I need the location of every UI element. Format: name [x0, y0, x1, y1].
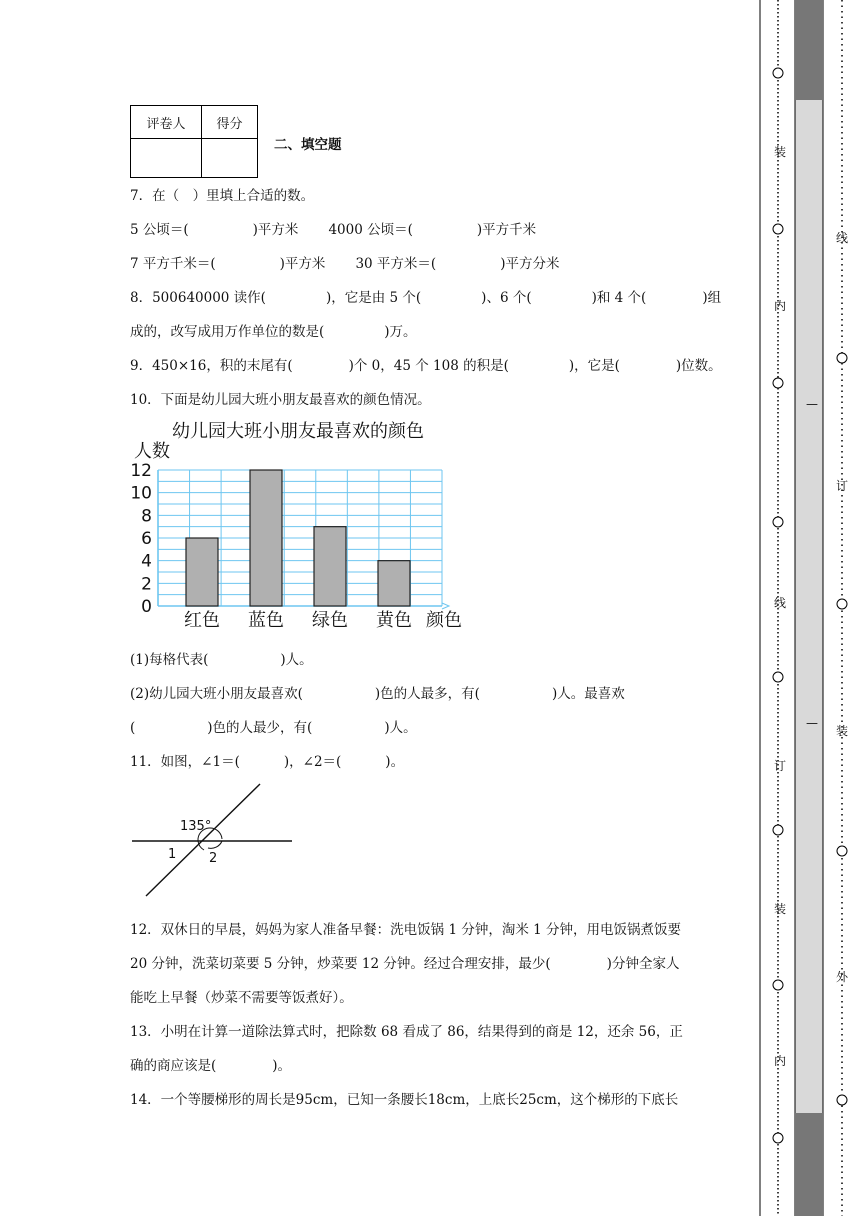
q10-text: )人。: [384, 720, 417, 736]
q8-text: )、6 个(: [481, 290, 532, 306]
q10-text: (2)幼儿园大班小朋友最喜欢(: [130, 686, 303, 702]
binding-circle: [773, 517, 783, 527]
q14-line1: 14．一个等腰梯形的周长是95cm，已知一条腰长18cm，上底长25cm，这个梯形的下底长: [130, 1092, 679, 1108]
q7-text: )平方千米: [476, 222, 537, 238]
q7-stem: 7．在（ ）里填上合适的数。: [130, 188, 315, 204]
q10-part2: [130, 682, 625, 702]
y-tick-label: 0: [141, 597, 152, 617]
q10-text: )人。最喜欢: [551, 686, 625, 702]
q10-text: )色的人最少，有(: [207, 720, 313, 736]
binding-inner-char-5: 装: [774, 902, 787, 916]
binding-outer-char-2: 订: [836, 479, 849, 493]
q8-text: 成的，改写成用万作单位的数是(: [130, 324, 325, 340]
q12-line1: 12．双休日的早晨，妈妈为家人准备早餐：洗电饭锅 1 分钟，淘米 1 分钟，用电饭锅煮饭要: [130, 922, 682, 938]
x-tick-label: 红色: [184, 610, 220, 631]
chart-y-axis-label: 人数: [134, 441, 170, 462]
binding-inner-char-6: 内: [774, 1054, 787, 1068]
q12-text: 20 分钟，洗菜切菜要 5 分钟，炒菜要 12 分钟。经过合理安排，最少(: [130, 956, 551, 972]
binding-circle: [773, 378, 783, 388]
q7-text: 4000 公顷＝(: [328, 222, 413, 238]
y-tick-label: 4: [141, 551, 152, 572]
score-table-cell-reviewer: [131, 139, 202, 178]
angle-label-135: 135°: [180, 819, 212, 834]
binding-inner-char-1: 装: [774, 145, 787, 159]
y-tick-label: 12: [130, 461, 152, 481]
chart-x-axis-label: 颜色: [426, 610, 462, 631]
q7-text: 7 平方千米＝(: [130, 256, 216, 272]
q7-text: 5 公顷＝(: [130, 222, 189, 238]
q7-line1: [130, 218, 536, 238]
oblique-line: [146, 784, 260, 896]
q7-text: )平方分米: [500, 256, 560, 272]
q8-line1: [130, 286, 721, 306]
angle-arc-2: [208, 841, 222, 848]
q9-text: )位数。: [675, 358, 722, 374]
q8-line2: [130, 320, 417, 340]
q7-text: 30 平方米＝(: [355, 256, 437, 272]
binding-circle: [773, 672, 783, 682]
q11-text: 11．如图，∠1＝(: [130, 754, 240, 770]
y-tick-label: 8: [141, 506, 152, 527]
q12-text: )分钟全家人: [606, 956, 680, 972]
q9-line: [130, 354, 722, 374]
q11-line: [130, 750, 404, 770]
binding-inner-char-4: 订: [774, 759, 787, 773]
binding-circle: [837, 1095, 847, 1105]
q10-text: (: [130, 720, 136, 736]
binding-circle: [773, 224, 783, 234]
binding-circle: [837, 846, 847, 856]
bar-chart: [128, 415, 473, 635]
binding-dash-2: —: [806, 716, 818, 730]
q13-line1: 13．小明在计算一道除法算式时，把除数 68 看成了 86，结果得到的商是 12，还余 56，正: [130, 1024, 683, 1040]
q7-line2: [130, 252, 559, 272]
binding-dash-1: —: [806, 397, 818, 411]
x-axis-arrow: [442, 603, 449, 609]
q9-text: 9．450×16，积的末尾有(: [130, 358, 293, 374]
bar-2: [250, 470, 282, 606]
x-tick-label: 黄色: [376, 610, 412, 631]
y-tick-label: 2: [141, 574, 152, 595]
angle-label-2: 2: [209, 851, 218, 866]
bar-1: [186, 538, 218, 606]
q10-stem: 10．下面是幼儿园大班小朋友最喜欢的颜色情况。: [130, 392, 431, 408]
binding-circle: [837, 599, 847, 609]
q11-text: )。: [385, 754, 405, 770]
score-table: [130, 105, 258, 178]
q8-text: )组: [702, 290, 722, 306]
binding-outer-char-3: 装: [836, 724, 849, 738]
angle-label-1: 1: [168, 847, 177, 862]
q9-text: )个 0，45 个 108 的积是(: [348, 358, 509, 374]
chart-y-ticks: [130, 461, 152, 617]
q8-text: )和 4 个(: [591, 290, 647, 306]
q8-text: )，它是由 5 个(: [325, 290, 422, 306]
binding-margin: [750, 0, 860, 1216]
q9-text: )，它是(: [568, 358, 620, 374]
score-table-cell-score: [202, 139, 258, 178]
bar-4: [378, 561, 410, 606]
q10-text: (1)每格代表(: [130, 652, 209, 668]
q10-part3: [130, 716, 417, 736]
q7-text: )平方米: [252, 222, 299, 238]
section-title: 二、填空题: [274, 137, 342, 153]
binding-inner-char-2: 内: [774, 299, 787, 313]
chart-title: 幼儿园大班小朋友最喜欢的颜色: [172, 421, 424, 442]
bar-3: [314, 527, 346, 606]
y-tick-label: 6: [141, 529, 152, 549]
binding-circle: [773, 980, 783, 990]
score-table-header-reviewer: 评卷人: [131, 106, 202, 139]
q13-text: )。: [272, 1058, 292, 1074]
q10-text: )色的人最多，有(: [374, 686, 480, 702]
binding-circle: [773, 825, 783, 835]
binding-inner-char-3: 线: [774, 596, 787, 610]
y-tick-label: 10: [130, 483, 152, 504]
q10-text: )人。: [280, 652, 313, 668]
binding-circle: [773, 68, 783, 78]
q12-line2: [130, 952, 679, 972]
binding-circle: [773, 1133, 783, 1143]
angle-figure: [128, 780, 298, 900]
x-tick-label: 绿色: [312, 610, 348, 631]
q13-text: 确的商应该是(: [130, 1058, 217, 1074]
q8-text: )万。: [384, 324, 417, 340]
binding-outer-char-4: 外: [836, 970, 849, 984]
chart-x-ticks: [184, 610, 412, 631]
q8-text: 8．500640000 读作(: [130, 290, 266, 306]
binding-circle: [837, 353, 847, 363]
binding-outer-char-1: 线: [836, 231, 849, 245]
q11-text: )，∠2＝(: [283, 754, 342, 770]
q13-line2: [130, 1054, 291, 1074]
q12-line3: 能吃上早餐（炒菜不需要等饭煮好）。: [130, 990, 353, 1006]
x-tick-label: 蓝色: [248, 610, 284, 631]
q7-text: )平方米: [279, 256, 326, 272]
q10-part1: [130, 648, 313, 668]
score-table-header-score: 得分: [202, 106, 258, 139]
